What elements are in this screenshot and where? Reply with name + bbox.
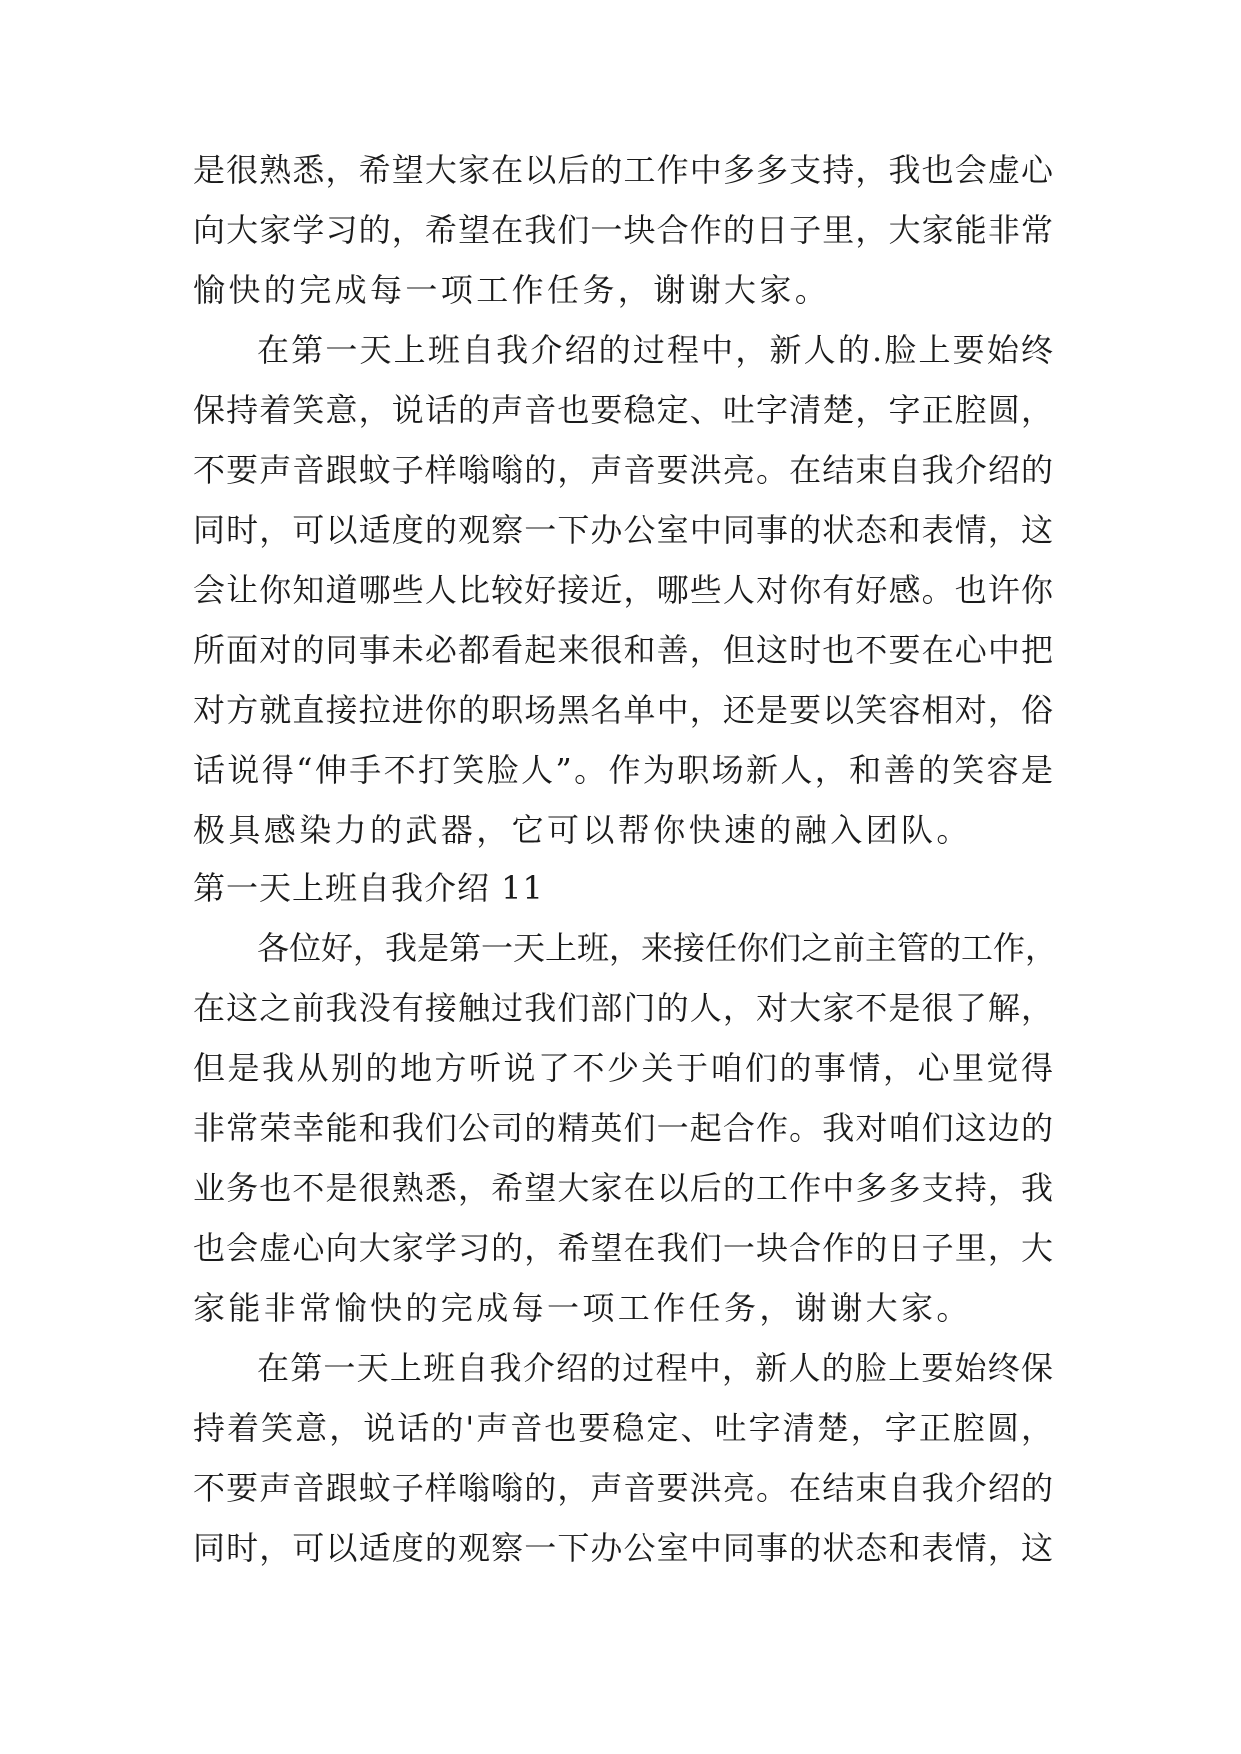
text-line: 同时，可以适度的观察一下办公室中同事的状态和表情，这 [193, 1529, 1053, 1567]
text-line: 会让你知道哪些人比较好接近，哪些人对你有好感。也许你 [193, 571, 1053, 609]
text-line: 不要声音跟蚊子样嗡嗡的，声音要洪亮。在结束自我介绍的 [193, 451, 1053, 489]
text-line: 持着笑意，说话的'声音也要稳定、吐字清楚，字正腔圆， [193, 1409, 1053, 1447]
text-line: 不要声音跟蚊子样嗡嗡的，声音要洪亮。在结束自我介绍的 [193, 1469, 1053, 1507]
text-line: 话说得“伸手不打笑脸人”。作为职场新人，和善的笑容是 [193, 751, 1053, 789]
text-line: 业务也不是很熟悉，希望大家在以后的工作中多多支持，我 [193, 1169, 1053, 1207]
text-line: 保持着笑意，说话的声音也要稳定、吐字清楚，字正腔圆， [193, 391, 1053, 429]
text-line: 愉快的完成每一项工作任务，谢谢大家。 [193, 271, 831, 309]
text-line: 是很熟悉，希望大家在以后的工作中多多支持，我也会虚心 [193, 151, 1053, 189]
paragraph-first-line: 在第一天上班自我介绍的过程中，新人的脸上要始终保 [257, 1349, 1053, 1387]
text-line: 极具感染力的武器，它可以帮你快速的融入团队。 [193, 811, 972, 849]
text-line: 同时，可以适度的观察一下办公室中同事的状态和表情，这 [193, 511, 1053, 549]
text-line: 非常荣幸能和我们公司的精英们一起合作。我对咱们这边的 [193, 1109, 1053, 1147]
text-line: 对方就直接拉进你的职场黑名单中，还是要以笑容相对，俗 [193, 691, 1053, 729]
text-line: 家能非常愉快的完成每一项工作任务，谢谢大家。 [193, 1289, 972, 1327]
paragraph-first-line: 在第一天上班自我介绍的过程中，新人的.脸上要始终 [257, 331, 1053, 369]
text-line: 也会虚心向大家学习的，希望在我们一块合作的日子里，大 [193, 1229, 1053, 1267]
text-line: 所面对的同事未必都看起来很和善，但这时也不要在心中把 [193, 631, 1053, 669]
paragraph-first-line: 各位好，我是第一天上班，来接任你们之前主管的工作， [257, 929, 1058, 967]
text-line: 在这之前我没有接触过我们部门的人，对大家不是很了解， [193, 989, 1053, 1027]
text-line: 但是我从别的地方听说了不少关于咱们的事情，心里觉得 [193, 1049, 1053, 1087]
section-heading: 第一天上班自我介绍 11 [193, 869, 544, 907]
text-line: 向大家学习的，希望在我们一块合作的日子里，大家能非常 [193, 211, 1053, 249]
